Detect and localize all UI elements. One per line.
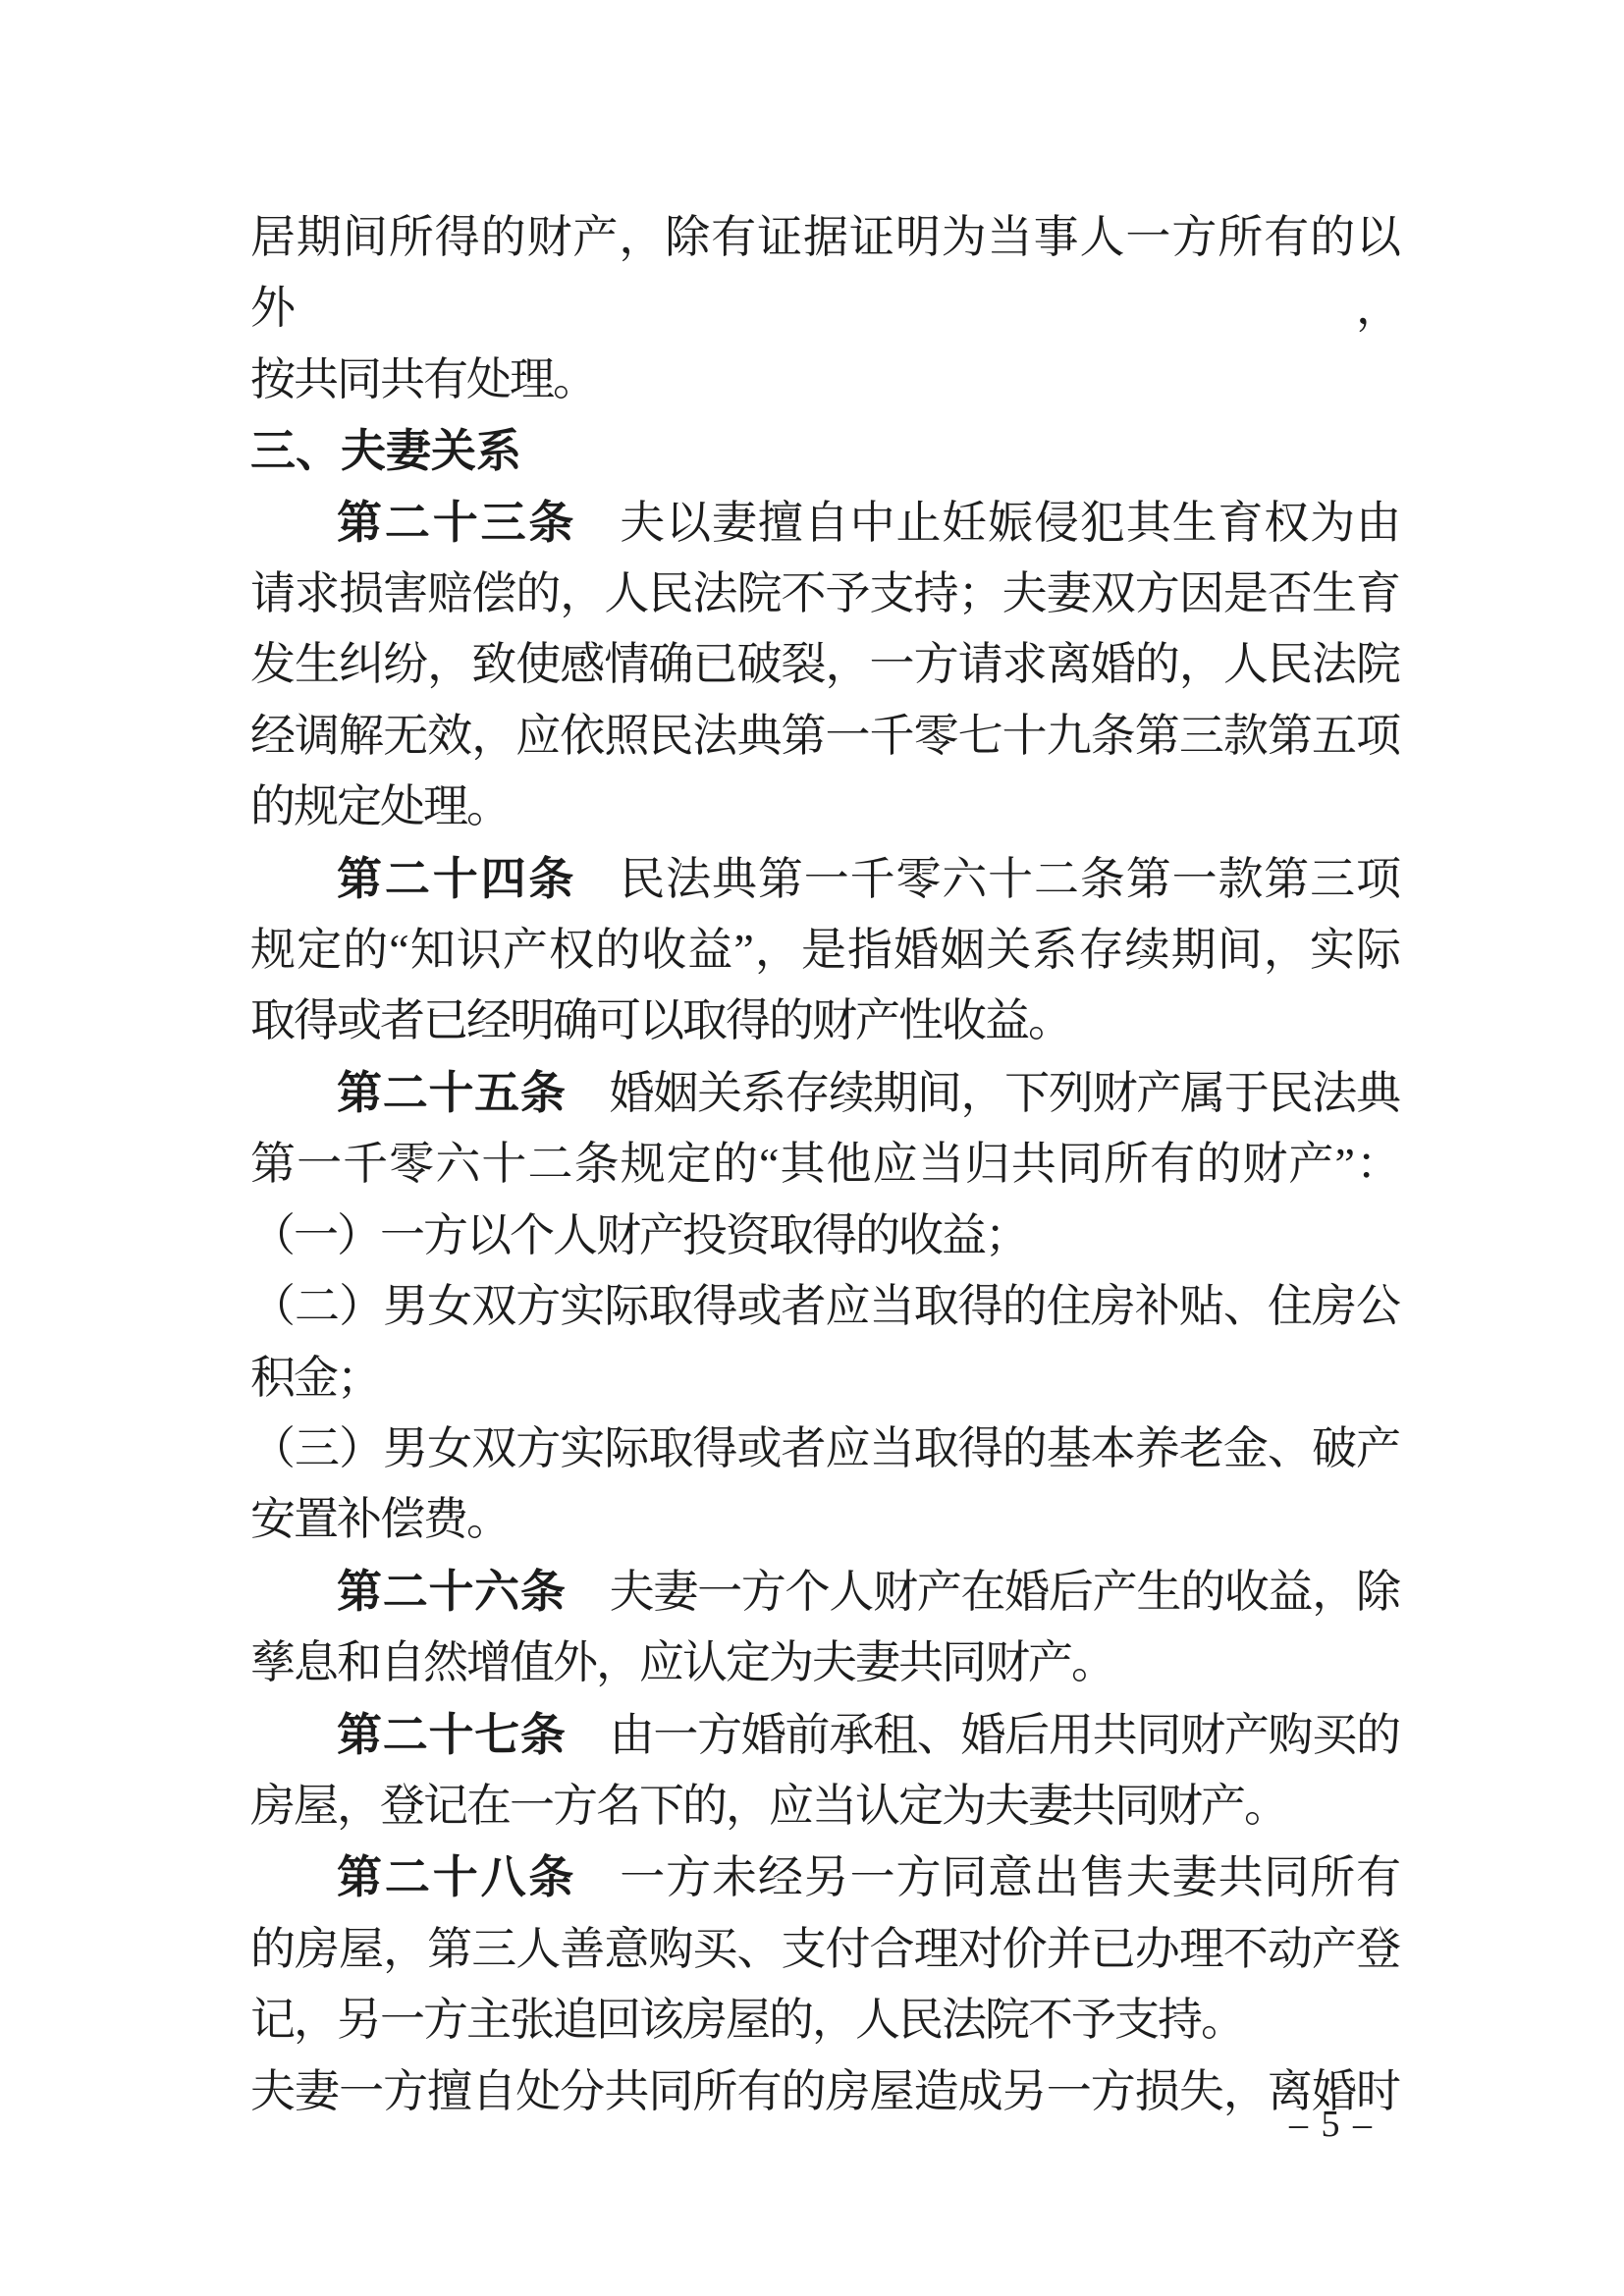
body-line-8: 的规定处理。: [250, 781, 510, 832]
article-28-line-1: [250, 1842, 1399, 1913]
article-26-number: 第二十六条: [337, 1565, 567, 1617]
list-item-2: （二）男女双方实际取得或者应当取得的住房补贴、住房公: [250, 1281, 1399, 1332]
article-26-text: 夫妻一方个人财产在婚后产生的收益，除: [609, 1566, 1400, 1617]
article-24-line-1: [250, 843, 1399, 915]
body-line-26: 夫妻一方擅自处分共同所有的房屋造成另一方损失，离婚时: [250, 2065, 1399, 2116]
article-23-number: 第二十三条: [337, 496, 577, 548]
list-item-2-cont: 积金；: [250, 1352, 380, 1403]
body-line-13: 第一千零六十二条规定的“其他应当归共同所有的财产”：: [250, 1139, 1399, 1190]
article-24-number: 第二十四条: [337, 852, 577, 904]
body-line-1: 居期间所得的财产，除有证据证明为当事人一方所有的以外，: [250, 212, 1399, 334]
list-item-3: （三）男女双方实际取得或者应当取得的基本养老金、破产: [250, 1422, 1399, 1473]
body-line-10: 规定的“知识产权的收益”，是指婚姻关系存续期间，实际: [250, 925, 1399, 976]
body-line-7: 经调解无效，应依照民法典第一千零七十九条第三款第五项: [250, 710, 1399, 761]
list-item-3-cont: 安置补偿费。: [250, 1494, 510, 1545]
body-line-11: 取得或者已经明确可以取得的财产性收益。: [250, 995, 1071, 1046]
article-25-number: 第二十五条: [337, 1066, 567, 1118]
body-line-5: 请求损害赔偿的，人民法院不予支持；夫妻双方因是否生育: [250, 568, 1399, 619]
document-body: [250, 202, 1399, 2127]
article-28-number: 第二十八条: [337, 1851, 577, 1903]
body-line-25: 记，另一方主张追回该房屋的，人民法院不予支持。: [250, 1995, 1244, 2046]
article-24-text: 民法典第一千零六十二条第一款第三项: [620, 853, 1400, 904]
body-line-22: 房屋，登记在一方名下的，应当认定为夫妻共同财产。: [250, 1780, 1287, 1831]
section-heading-3: 三、夫妻关系: [250, 425, 521, 477]
article-28-text: 一方未经另一方同意出售夫妻共同所有: [620, 1852, 1400, 1903]
body-line-2: 按共同共有处理。: [250, 353, 596, 404]
body-line-24: 的房屋，第三人善意购买、支付合理对价并已办理不动产登: [250, 1923, 1399, 1974]
article-27-text: 由一方婚前承租、婚后用共同财产购买的: [609, 1709, 1400, 1760]
article-25-text: 婚姻关系存续期间，下列财产属于民法典: [609, 1067, 1400, 1118]
article-27-line-1: [250, 1699, 1399, 1771]
article-27-number: 第二十七条: [337, 1708, 567, 1760]
body-line-6: 发生纠纷，致使感情确已破裂，一方请求离婚的，人民法院: [250, 639, 1399, 690]
article-25-line-1: [250, 1057, 1399, 1129]
body-line-20: 孳息和自然增值外，应认定为夫妻共同财产。: [250, 1637, 1114, 1688]
list-item-1: （一）一方以个人财产投资取得的收益；: [250, 1209, 1028, 1260]
page-number: – 5 –: [1289, 2104, 1374, 2145]
article-26-line-1: [250, 1556, 1399, 1628]
article-23-text: 夫以妻擅自中止妊娠侵犯其生育权为由: [620, 497, 1400, 548]
article-23-line-1: [250, 487, 1399, 559]
